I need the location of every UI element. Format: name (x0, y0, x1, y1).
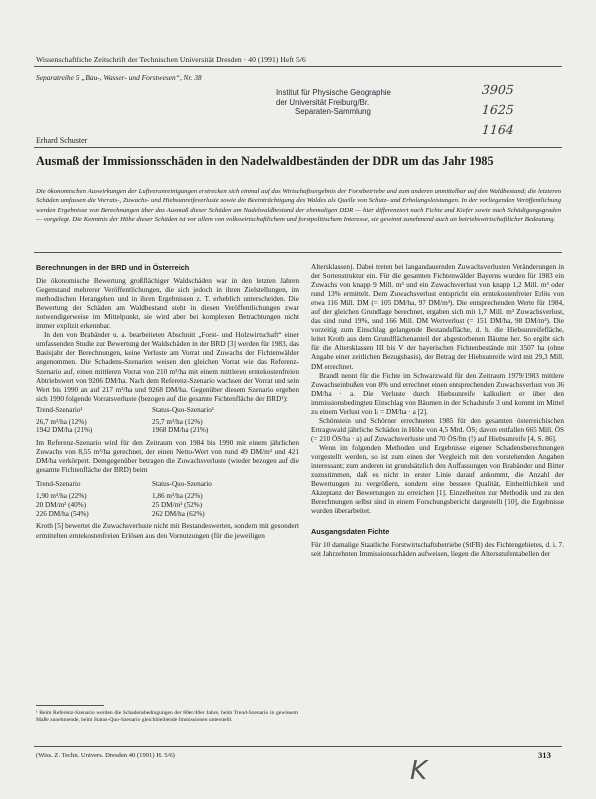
table-row (36, 418, 268, 427)
footer-rule (34, 746, 562, 747)
handwritten-number-1: 3905 (481, 82, 515, 97)
left-column (36, 263, 299, 541)
abstract-rule (34, 252, 562, 253)
table-cell: 1942 DM/ha (21%) (36, 426, 93, 435)
paragraph: Wenn im folgenden Methoden und Ergebnisse eigener Schadensberechnungen vorgestellt werden, so ist zum einen der Vergleich mit den vorstehenden Angaben interessant; zum anderen ist grundsätzlich den Auffassungen von Brabänder und Bitter zuzustimmen, daß es nicht in erster Linie darauf ankommt, die Anzahl der Bewertungen zu vergrößern, sondern eine bessere Qualität, Einheitlichkeit und Akzeptanz der Bewertungen zu erreichen [1]. Einzelheiten zur Methodik und zu den Berechnungen selbst sind in einem Forschungsbericht dargestellt [10], die Ergebnisse wurden überarbeitet. (311, 443, 564, 516)
title-rule (34, 147, 562, 148)
stamp-line-2: der Universität Freiburg/Br. (276, 97, 370, 107)
series-line: Separatreihe 5 „Bau-, Wasser- und Forstwesen“, Nr. 38 (36, 73, 202, 82)
table-cell: 20 DM/m³ (40%) (36, 500, 87, 509)
handwritten-number-3: 1164 (481, 122, 515, 137)
table-cell: 1,86 m³/ha (22%) (152, 492, 203, 501)
table-cell: 25,7 m³/ha (12%) (152, 417, 203, 426)
table-row (36, 501, 268, 510)
section-heading: Ausgangsdaten Fichte (311, 527, 390, 537)
table-cell: 26,7 m³/ha (12%) (36, 417, 87, 426)
table-header: Trend-Szenario (36, 480, 81, 489)
table-row (36, 510, 268, 519)
table-cell: 226 DM/ha (54%) (36, 509, 89, 518)
journal-header: Wissenschaftliche Zeitschrift der Technischen Universität Dresden · 40 (1991) Heft 5/6 (36, 55, 306, 64)
table-cell: 1,90 m³/ha (22%) (36, 492, 87, 501)
handwritten-mark: K (410, 756, 428, 786)
paragraph: Altersklassen). Dabei treten bei langandauernden Zuwachsverlusten Veränderungen in der Sortenstruktur ein. Für die gesamten Fichtenwälder Bayerns wurden für 1983 ein Zuwachs von knapp 9 Mill. m³ und ein Zuwachsverlust von knapp 1,2 Mill. m³ oder rund 13% ermittelt. Dem Zuwachsverlust entspricht ein erntekostenfreier Erlös von etwa 116 Mill. DM (= 105 DM/ha, 97 DM/m³). Die entsprechenden Werte für 1984, auf der gleichen Grundlage berechnet, ergaben sich mit 1,7 Mill. m³ Zuwachsverlust, das sind rund 19%, und 166 Mill. DM Wertverlust (= 151 DM/ha, 98 DM/m³). Die vorzeitig zum Einschlag gelangende Bestandsfläche, d. h. die Hiebsunreifefläche, leitet Kroth aus dem Grundflächenanteil der abgestorbenen Bäume her. So ergibt sich für die Altersklassen III bis V der bayerischen Fichtenbestände mit 3507 ha (ohne Angabe einer zeitlichen Bezugsbasis), der Betrag der Hiebsunreife wird mit 29,3 Mill. DM errechnet. (311, 263, 564, 371)
paragraph: Schönstein und Schörner errechneten 1985 für den gesamten österreichischen Ertragswald jährliche Schäden in Höhe von 4,5 Mrd. ÖS; davon entfallen 665 Mill. ÖS (= 210 ÖS/ha · a) auf Zuwachsverluste und 70 ÖS/fm (!) auf Hiebsunreife [4, S. 86]. (311, 416, 564, 443)
paragraph: Für 10 damalige Staatliche Forstwirtschaftsbetriebe (StFB) des Fichtengebietes, d. i. 7. seit Jahrzehnten Immissionsschäden aufweisen, liegen die Altersstufentabellen der (311, 541, 564, 559)
paragraph: In den von Brabänder u. a. bearbeiteten Abschnitt „Forst- und Holzwirtschaft“ einer umfassenden Studie zur Bewertung der Waldschäden in der BRD [3] werden für 1983, das Basisjahr der Berechnungen, keine Verluste am Vorrat und Zuwachs der Fichtenwälder angenommen. Die Schadens-Szenarien weisen den gleichen Vorrat wie das Referenz-Szenario auf, einen mittleren Vorrat von 210 m³/ha mit einem mittleren erntekostenfreien Abtriebswert von 9206 DM/ha. Nach dem Referenz-Szenario wachsen der Vorrat und sein Wert bis 1990 an auf 217 m³/ha und 9268 DM/ha. Gegenüber diesem Szenario ergeben sich 1990 folgende Vorratsverluste (bezogen auf die gesamte Fichtenfläche der BRD¹): (36, 331, 299, 403)
abstract: Die ökonomischen Auswirkungen der Luftverunreinigungen erstrecken sich einmal auf das Wirtschaftsergebnis der Forstbetriebe und zum anderen unmittelbar auf den Waldbestand; die letzteren Schäden umfassen die Vorrats-, Zuwachs- und Hiebsunreifeverluste sowie die Beeinträchtigung des Waldes als Quelle von Schutz- und Erholungsleistungen. In der vorliegenden Veröffentlichung werden Ergebnisse von Berechnungen über das Ausmaß dieser Schäden am Nadelwaldbestand der ehemaligen DDR — hier differenziert nach Fichte und Kiefer sowie nach Schädigungsgraden — vorgelegt. Die Kenntnis der Höhe dieser Schäden ist vor allem von volkswirtschaftlichem und forstpolitischem Interesse, sie gewinnt zunehmend auch an betriebswirtschaftlicher Bedeutung. (36, 188, 561, 224)
table-header: Status-Quo-Szenario¹ (152, 405, 215, 414)
library-stamp (276, 88, 391, 117)
table-header: Status-Quo-Szenario (152, 480, 212, 489)
paragraph: Kroth [5] bewertet die Zuwachsverluste nicht mit Bestandeswerten, sondern mit gesondert ermittelten erntekostenfreien Erlösen aus den Vornutzungen (für die jeweiligen (36, 522, 299, 540)
footer-citation: (Wiss. Z. Techn. Univers. Dresden 40 (1991) H. 5/6) (36, 752, 175, 759)
paragraph: Im Referenz-Szenario wird für den Zeitraum von 1984 bis 1990 mit einem jährlichen Zuwachs von 8,55 m³/ha gerechnet, der einen Netto-Wert von rund 49 DM/m³ und 421 DM/ha verkörpert. Demgegenüber betragen die Zuwachsverluste (wieder bezogen auf die gesamte Fichtenfläche der BRD) beim (36, 439, 299, 475)
table-header: Trend-Szenario¹ (36, 405, 83, 414)
scenario-table-2 (36, 480, 268, 518)
right-column (311, 263, 564, 559)
footnote-rule (36, 705, 104, 706)
scenario-table-1 (36, 406, 268, 435)
table-row (36, 426, 268, 435)
page-number: 313 (538, 750, 551, 760)
table-row (36, 492, 268, 501)
paragraph: Die ökonomische Bewertung großflächiger Waldschäden war in den letzten Jahren Gegenstand mehrerer Veröffentlichungen, die sich jedoch in ihren Zielstellungen, im methodischen Herangehen und in ihren Ergebnissen z. T. erheblich unterscheiden. Die Bewertung der Schäden am Waldbestand steht in diesen Veröffentlichungen zwar notwendigerweise im Mittelpunkt, sie wird aber bei komplexen Betrachtungen nicht immer explizit erkennbar. (36, 277, 299, 331)
section-heading: Berechnungen in der BRD und in Österreich (36, 263, 190, 272)
author: Erhard Schuster (36, 136, 88, 145)
paragraph: Brandl nennt für die Fichte im Schwarzwald für den Zeitraum 1979/1983 mittlere Zuwachseinbußen von 8% und errechnet einen entsprechenden Zuwachsverlust von 36 DM/ha · a. Die Verluste durch Hiebsunreife kalkuliert er über den immissionsbedingten Einschlag von Bäumen in der Schadstufe 3 und kommt im Mittel zu einem Verlust von I₍ = DM/ha · a [2]. (311, 371, 564, 416)
article-title: Ausmaß der Immissionsschäden in den Nadelwaldbeständen der DDR um das Jahr 1985 (36, 154, 494, 168)
stamp-line-1: Institut für Physische Geographie (276, 88, 391, 97)
table-cell: 262 DM/ha (62%) (152, 509, 205, 518)
stamp-line-3: Separaten-Sammlung (295, 107, 371, 116)
handwritten-number-2: 1625 (481, 102, 515, 117)
footnote: ¹ Beim Referenz-Szenario werden die Schadensbedingungen der 80er/40er Jahre, beim Trend-Szenario in gewissem Maße zunehmende, beim Status-Quo-Szenario gleichbleibende Immissionen unterstellt. (36, 710, 298, 724)
table-cell: 25 DM/m³ (52%) (152, 500, 203, 509)
header-rule (34, 66, 562, 67)
table-cell: 1968 DM/ha (21%) (152, 426, 209, 435)
